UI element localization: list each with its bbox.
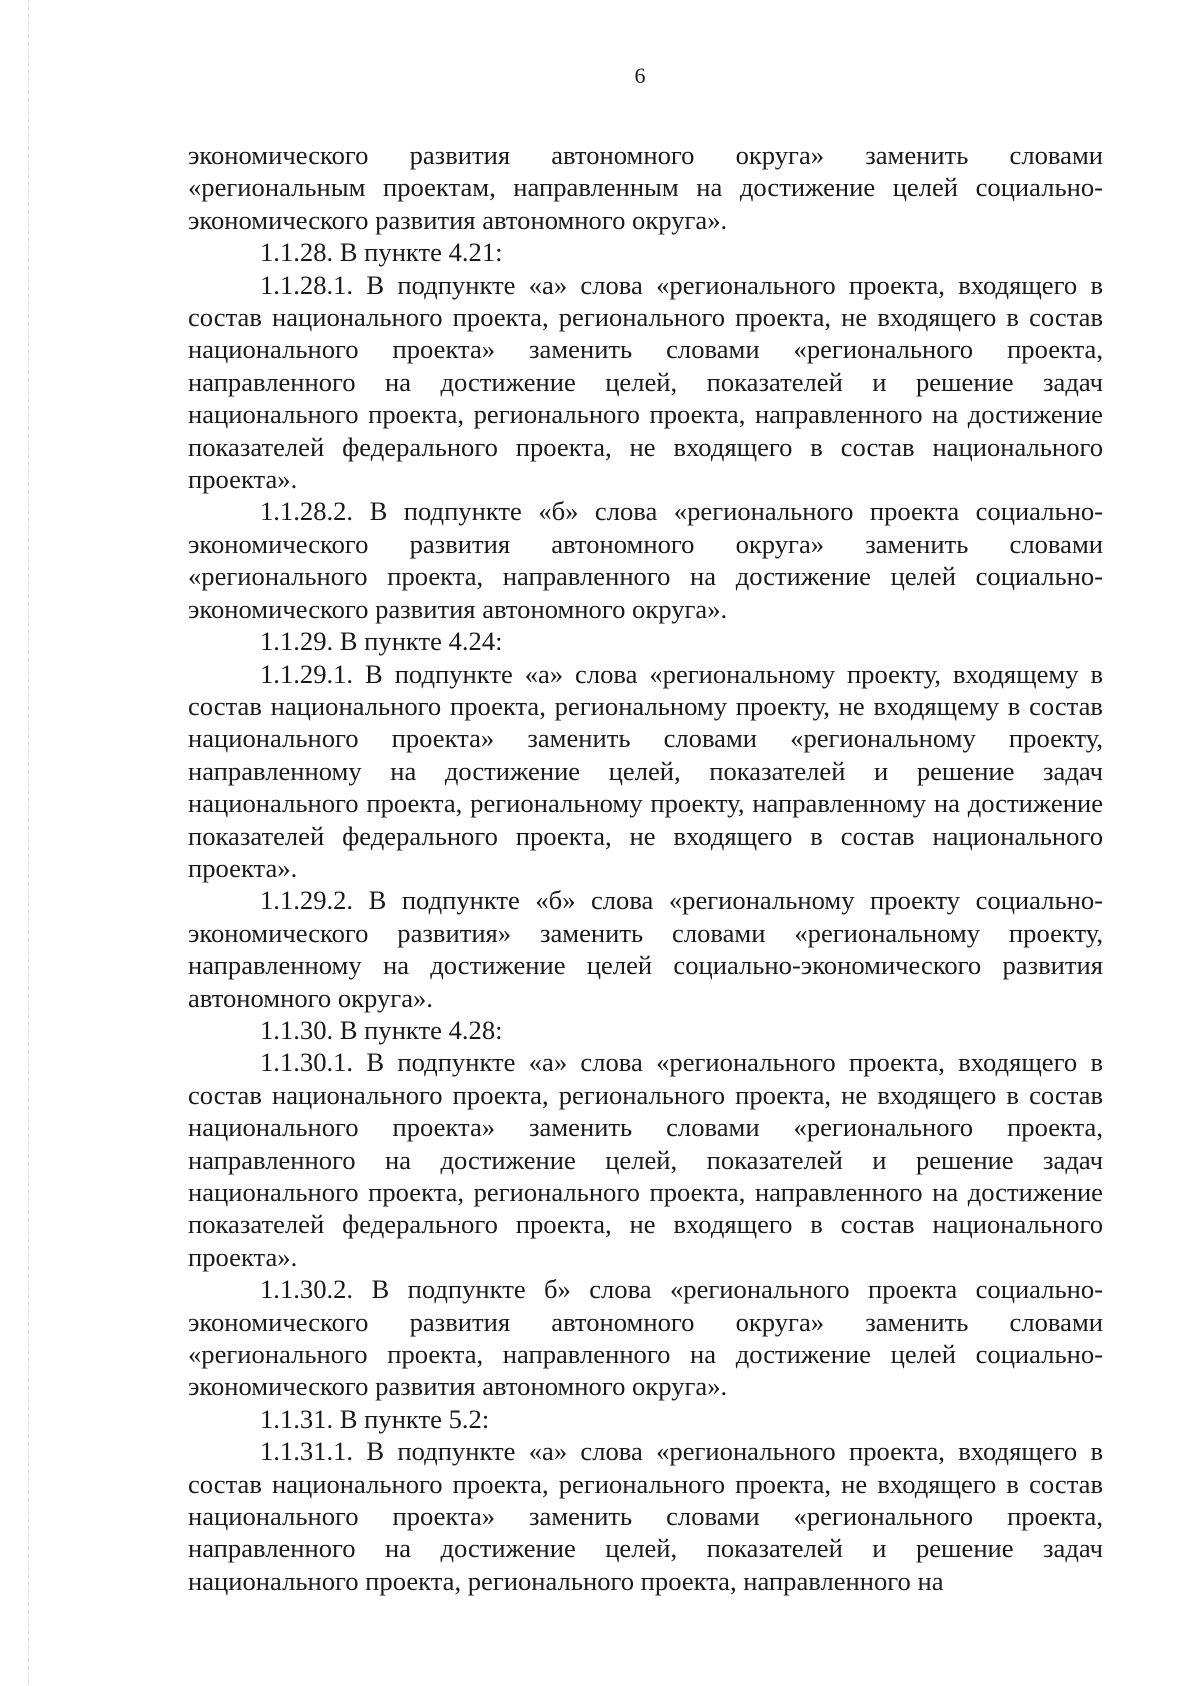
paragraph-1-1-28-heading: 1.1.28. В пункте 4.21: [260,237,503,268]
paragraph-1-1-28-1: 1.1.28.1. В подпункте «а» слова «регионального проекта, входящего в состав национального проекта, регионального проекта, не входящего в состав национального проекта» заменить словами «регионального проекта, направленного на достижение целей, показателей и решение задач национального проекта, регионального проекта, направленного на достижение показателей федерального проекта, не входящего в состав национального проекта». [188,269,1103,495]
page-number: 6 [634,63,646,88]
paragraph-intro-continuation: экономического развития автономного округа» заменить словами «региональным проектам, направленным на достижение целей социально-экономического развития автономного округа». [188,140,1103,235]
paragraph-1-1-30-2: 1.1.30.2. В подпункте б» слова «регионального проекта социально-экономического развития автономного округа» заменить словами «регионального проекта, направленного на достижение целей социально-экономического развития автономного округа». [188,1274,1103,1402]
paragraph-1-1-30-heading: 1.1.30. В пункте 4.28: [260,1014,503,1045]
paragraph-1-1-29-heading: 1.1.29. В пункте 4.24: [260,626,503,657]
paragraph-1-1-29-1: 1.1.29.1. В подпункте «а» слова «региональному проекту, входящему в состав национального проекта, региональному проекту, не входящему в состав национального проекта» заменить словами «региональному проекту, направленному на достижение целей, показателей и решение задач национального проекта, региональному проекту, направленному на достижение показателей федерального проекта, не входящего в состав национального проекта». [188,658,1103,883]
paragraph-1-1-28-2: 1.1.28.2. В подпункте «б» слова «регионального проекта социально-экономического развития автономного округа» заменить словами «регионального проекта, направленного на достижение целей социально-экономического развития автономного округа». [188,496,1103,624]
scan-edge-shadow [28,0,29,1686]
paragraph-1-1-31-1: 1.1.31.1. В подпункте «а» слова «регионального проекта, входящего в состав национального проекта, регионального проекта, не входящего в состав национального проекта» заменить словами «регионального проекта, направленного на достижение целей, показателей и решение задач национального проекта, регионального проекта, направленного на [188,1436,1103,1596]
document-body [188,139,1103,1597]
paragraph-1-1-30-1: 1.1.30.1. В подпункте «а» слова «регионального проекта, входящего в состав национального проекта, регионального проекта, не входящего в состав национального проекта» заменить словами «регионального проекта, направленного на достижение целей, показателей и решение задач национального проекта, регионального проекта, направленного на достижение показателей федерального проекта, не входящего в состав национального проекта». [188,1047,1103,1272]
paragraph-1-1-29-2: 1.1.29.2. В подпункте «б» слова «региональному проекту социально-экономического развития» заменить словами «региональному проекту, направленному на достижение целей социально-экономического развития автономного округа». [188,885,1103,1013]
paragraph-1-1-31-heading: 1.1.31. В пункте 5.2: [260,1403,490,1434]
